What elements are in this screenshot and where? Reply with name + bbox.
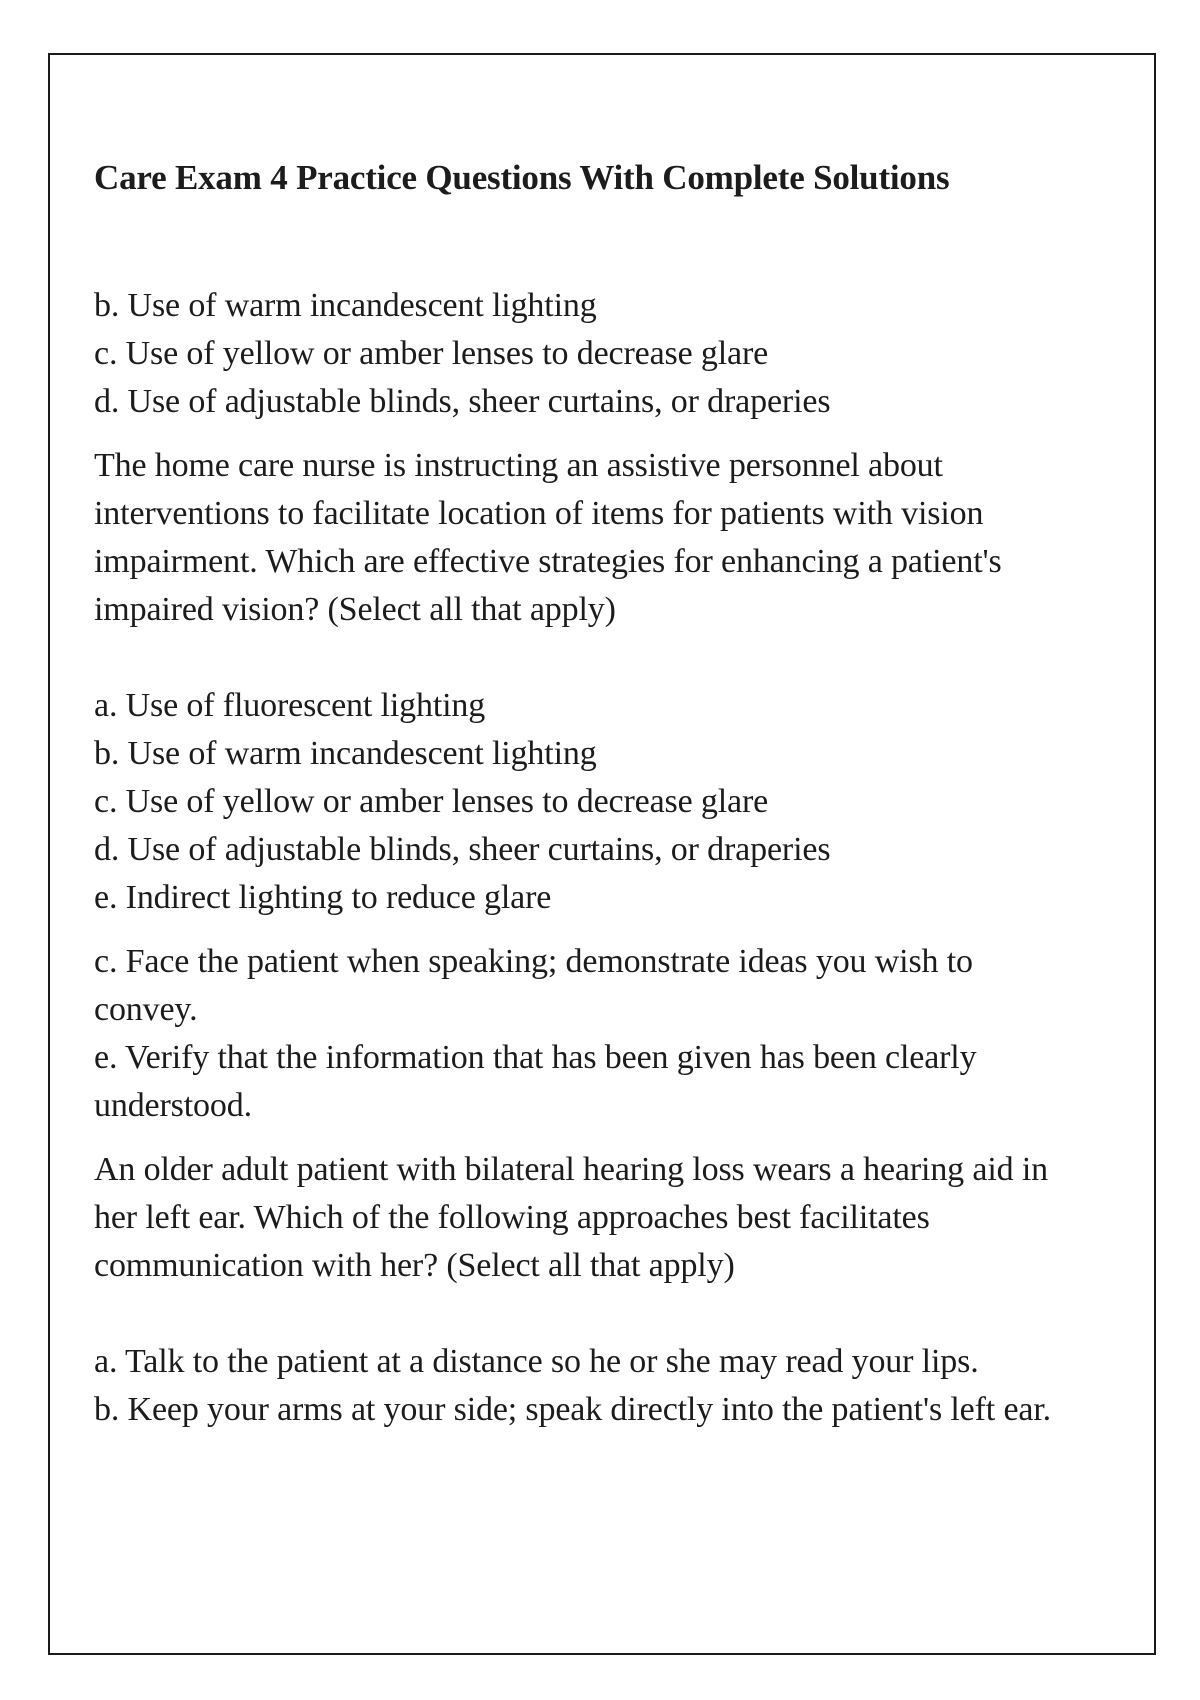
question-text: An older adult patient with bilateral hearing loss wears a hearing aid in her left ear. Which of the following approaches best facilitates communication with her? (Select all that apply) [94,1151,1048,1284]
document-title: Care Exam 4 Practice Questions With Complete Solutions [94,158,950,197]
question-1 [94,442,1054,634]
answer-block-1 [94,282,1054,426]
option-line: a. Talk to the patient at a distance so he or she may read your lips. [94,1343,979,1380]
options-1 [94,682,1054,922]
option-line: b. Keep your arms at your side; speak directly into the patient's left ear. [94,1391,1051,1428]
document-content [94,100,1054,1434]
option-line: d. Use of adjustable blinds, sheer curtains, or draperies [94,831,831,868]
option-line: b. Use of warm incandescent lighting [94,735,597,772]
answer-line: d. Use of adjustable blinds, sheer curtains, or draperies [94,383,831,420]
option-line: c. Use of yellow or amber lenses to decrease glare [94,783,769,820]
answer-line: e. Verify that the information that has been given has been clearly understood. [94,1039,977,1124]
option-line: e. Indirect lighting to reduce glare [94,879,552,916]
option-line: a. Use of fluorescent lighting [94,687,486,724]
answer-line: c. Use of yellow or amber lenses to decrease glare [94,335,769,372]
answer-block-2 [94,938,1054,1130]
answer-line: b. Use of warm incandescent lighting [94,287,597,324]
options-2 [94,1338,1054,1434]
answer-line: c. Face the patient when speaking; demonstrate ideas you wish to convey. [94,943,973,1028]
question-text: The home care nurse is instructing an assistive personnel about interventions to facilitate location of items for patients with vision impairment. Which are effective strategies for enhancing a patient's impaired vision? (Select all that apply) [94,447,1002,628]
question-2 [94,1146,1054,1290]
